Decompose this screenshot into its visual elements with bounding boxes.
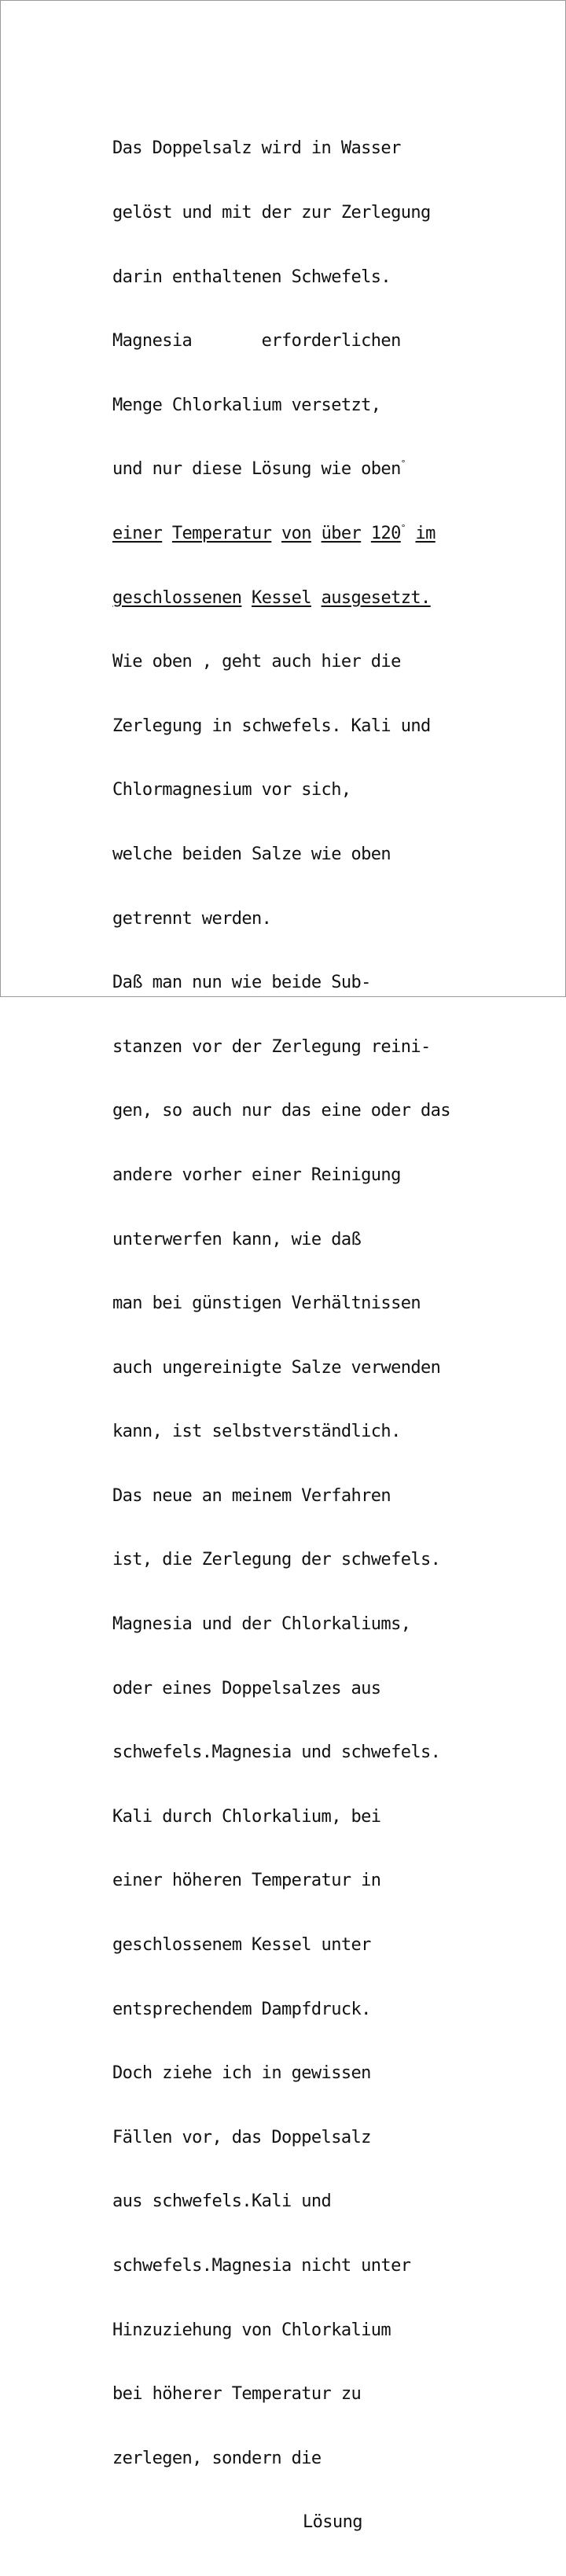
text-line: gen, so auch nur das eine oder das <box>112 1101 450 1121</box>
typed-text-body <box>112 95 482 2576</box>
underlined-word: von <box>281 523 311 543</box>
underlined-word: Kessel <box>252 587 311 608</box>
text-line: darin enthaltenen Schwefels. <box>112 267 391 287</box>
text-line: andere vorher einer Reinigung <box>112 1165 401 1185</box>
superscript-mark: ° <box>400 458 406 469</box>
text-line: Zerlegung in schwefels. Kali und <box>112 716 431 736</box>
text-line: stanzen vor der Zerlegung reini- <box>112 1036 431 1057</box>
text-line: kann, ist selbstverständlich. <box>112 1422 401 1442</box>
underlined-word: ausgesetzt. <box>321 587 431 608</box>
text-line: Chlormagnesium vor sich, <box>112 780 351 800</box>
text-line: unterwerfen kann, wie daß <box>112 1229 362 1249</box>
underlined-text-line <box>112 587 482 609</box>
text-line <box>112 458 482 480</box>
text-line: Das Doppelsalz wird in Wasser <box>112 138 401 159</box>
underlined-word: Temperatur <box>171 523 272 543</box>
text-line-content: und nur diese Lösung wie oben <box>112 459 401 480</box>
text-line: einer höheren Temperatur in <box>112 1871 381 1891</box>
underlined-text-line <box>112 523 482 544</box>
text-line: entsprechendem Dampfdruck. <box>112 1999 371 2019</box>
text-line: Menge Chlorkalium versetzt, <box>112 395 381 415</box>
text-line: gelöst und mit der zur Zerlegung <box>112 203 431 223</box>
text-line: Wie oben , geht auch hier die <box>112 652 401 672</box>
underlined-word: über <box>321 523 362 543</box>
degree-symbol: ° <box>400 522 406 533</box>
text-line: man bei günstigen Verhältnissen <box>112 1294 421 1314</box>
text-line: ist, die Zerlegung der schwefels. <box>112 1550 441 1570</box>
text-line: getrennt werden. <box>112 908 272 929</box>
text-line: Daß man nun wie beide Sub- <box>112 973 371 993</box>
text-line: welche beiden Salze wie oben <box>112 844 391 864</box>
catchword: Lösung <box>303 2512 362 2533</box>
text-line: Kali durch Chlorkalium, bei <box>112 1806 381 1827</box>
underlined-word: 120 <box>370 523 401 543</box>
text-line: oder eines Doppelsalzes aus <box>112 1678 381 1698</box>
text-line: zerlegen, sondern die <box>112 2448 322 2468</box>
underlined-word: einer <box>112 523 163 543</box>
underlined-word: im <box>415 523 436 543</box>
text-line: geschlossenem Kessel unter <box>112 1935 371 1956</box>
text-line: Hinzuziehung von Chlorkalium <box>112 2320 391 2340</box>
text-line: Fällen vor, das Doppelsalz <box>112 2127 371 2147</box>
text-line: schwefels.Magnesia nicht unter <box>112 2256 411 2276</box>
text-line: bei höherer Temperatur zu <box>112 2384 362 2405</box>
text-line: schwefels.Magnesia und schwefels. <box>112 1742 441 1763</box>
text-line: Das neue an meinem Verfahren <box>112 1485 391 1506</box>
underlined-word: geschlossenen <box>112 587 242 608</box>
text-line: Magnesia und der Chlorkaliums, <box>112 1614 411 1635</box>
text-line: Doch ziehe ich in gewissen <box>112 2063 371 2084</box>
text-line: aus schwefels.Kali und <box>112 2191 332 2212</box>
text-line: Magnesia erforderlichen <box>112 331 401 351</box>
text-line: auch ungereinigte Salze verwenden <box>112 1357 441 1378</box>
